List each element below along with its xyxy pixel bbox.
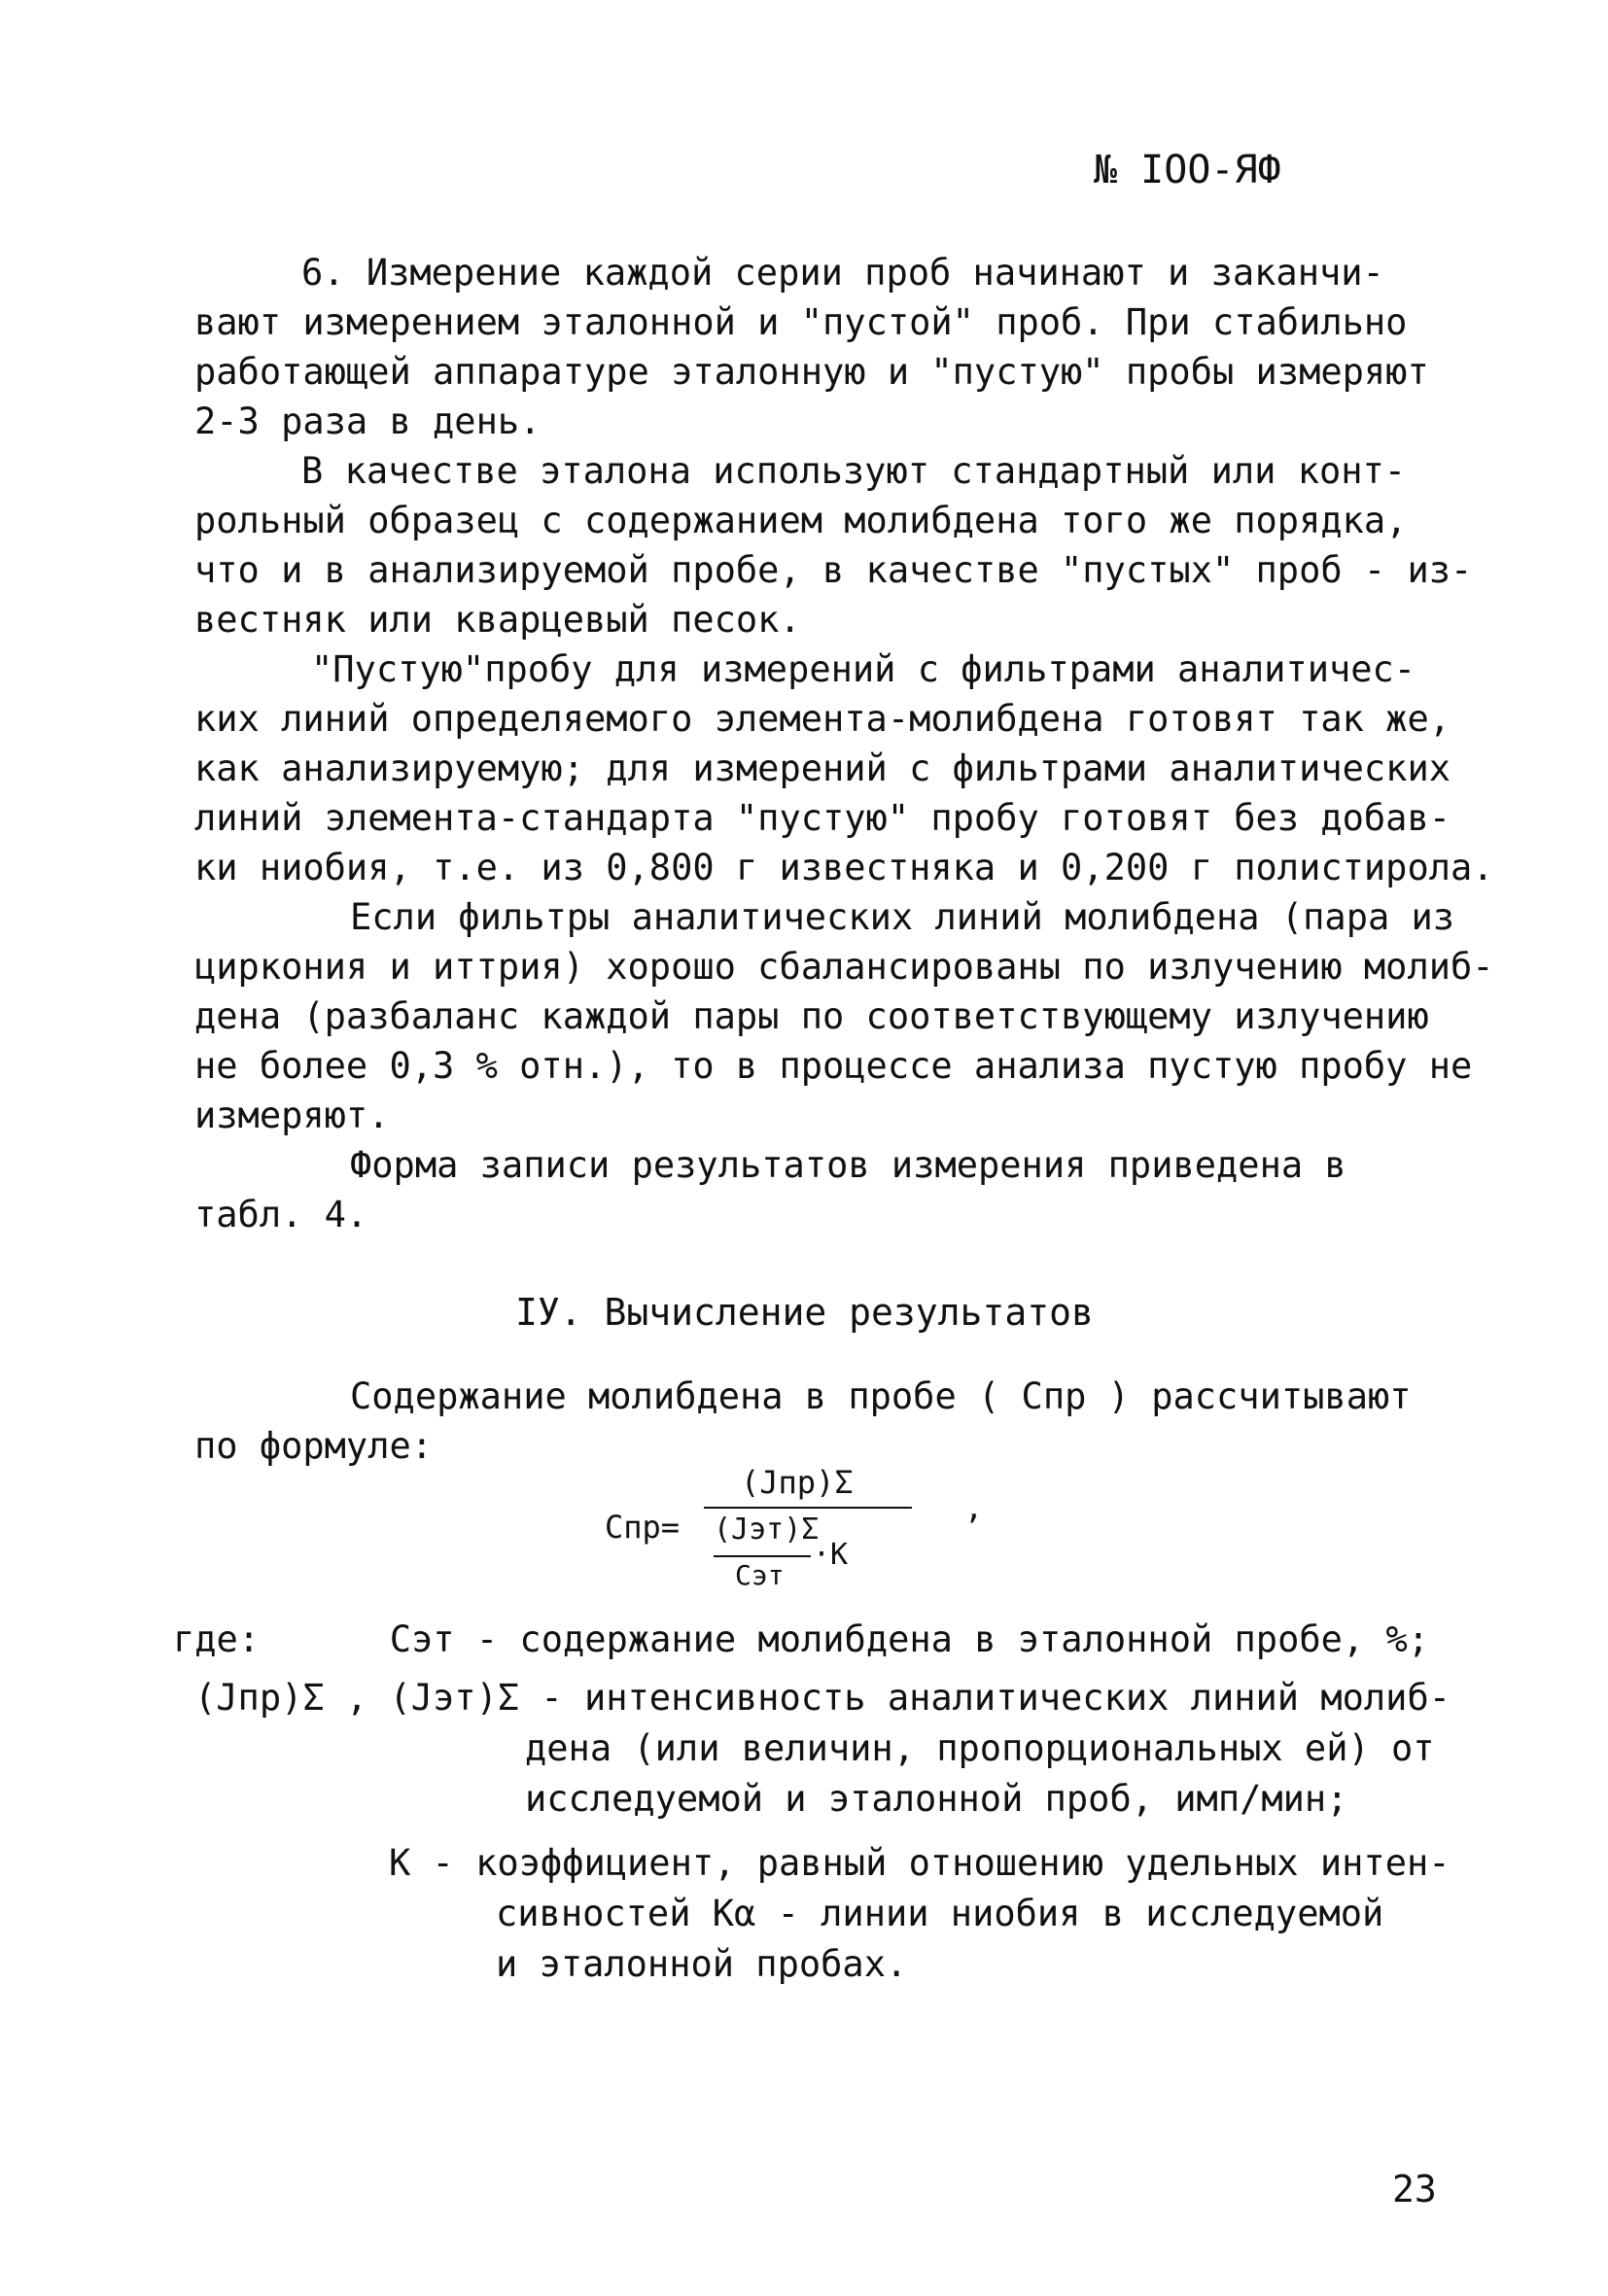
paragraph-line: измеряют. (194, 1095, 390, 1136)
paragraph-line: как анализируемую; для измерений с фильтрами аналитических (194, 748, 1451, 789)
intro-line: Содержание молибдена в пробе ( Cпр ) рассчитывают (350, 1375, 1412, 1417)
paragraph-line: Если фильтры аналитических линий молибдена (пара из (350, 896, 1455, 938)
formula-denominator: (Jэт)Σ (714, 1513, 820, 1547)
fraction-bar (704, 1507, 912, 1509)
formula-lhs: Cпр= (605, 1509, 681, 1546)
paragraph-line: не более 0,3 % отн.), то в процессе анализа пустую пробу не (194, 1045, 1473, 1087)
page-number: 23 (1392, 2168, 1437, 2210)
paragraph-line: линий элемента-стандарта "пустую" пробу готовят без добав- (194, 797, 1451, 839)
definition-line: (Jпр)Σ , (Jэт)Σ - интенсивность аналитических линий молиб- (194, 1677, 1451, 1719)
definition-line: сивностей Kα - линии ниобия в исследуемой (496, 1893, 1384, 1934)
formula (605, 1450, 994, 1616)
paragraph-line: табл. 4. (194, 1194, 368, 1235)
definition-line: и эталонной пробах. (496, 1943, 908, 1985)
paragraph-line: что и в анализируемой пробе, в качестве "пустых" проб - из- (194, 549, 1473, 591)
formula-multiplier: ·K (813, 1538, 849, 1572)
formula-denominator-sub: Cэт (735, 1559, 785, 1591)
paragraph-line: ких линий определяемого элемента-молибдена готовят так же, (194, 698, 1451, 740)
paragraph-line: рольный образец с содержанием молибдена того же порядка, (194, 500, 1408, 541)
formula-numerator: (Jпр)Σ (741, 1464, 854, 1501)
section-heading: IУ. Вычисление результатов (515, 1291, 1094, 1334)
paragraph-line: дена (разбаланс каждой пары по соответствующему излучению (194, 995, 1429, 1037)
paragraph-line: ки ниобия, т.е. из 0,800 г известняка и 0,200 г полистирола. (194, 847, 1494, 888)
paragraph-line: работающей аппаратуре эталонную и "пустую" пробы измеряют (194, 351, 1429, 393)
formula-trailing: , (964, 1489, 984, 1526)
paragraph-line: циркония и иттрия) хорошо сбалансированы по излучению молиб- (194, 946, 1494, 988)
definition-line: исследуемой и эталонной проб, имп/мин; (525, 1778, 1348, 1820)
paragraph-line: Форма записи результатов измерения приведена в (350, 1144, 1346, 1186)
intro-line: по формуле: (194, 1425, 434, 1467)
definition-line: дена (или величин, пропорциональных ей) от (525, 1727, 1435, 1769)
paragraph-line: В качестве эталона используют стандартный или конт- (301, 450, 1407, 492)
paragraph-line: 6. Измерение каждой серии проб начинают и заканчи- (301, 252, 1384, 294)
definition-line: где: Cэт - содержание молибдена в эталонной пробе, %; (173, 1618, 1430, 1660)
definition-line: K - коэффициент, равный отношению удельных интен- (389, 1842, 1451, 1884)
paragraph-line: 2-3 раза в день. (194, 400, 542, 442)
paragraph-line: вают измерением эталонной и "пустой" проб. При стабильно (194, 301, 1408, 343)
document-number: № IOO-ЯФ (1094, 148, 1281, 192)
paragraph-line: вестняк или кварцевый песок. (194, 599, 801, 641)
paragraph-line: "Пустую"пробу для измерений с фильтрами аналитичес- (311, 648, 1416, 690)
inner-fraction-bar (714, 1555, 811, 1557)
